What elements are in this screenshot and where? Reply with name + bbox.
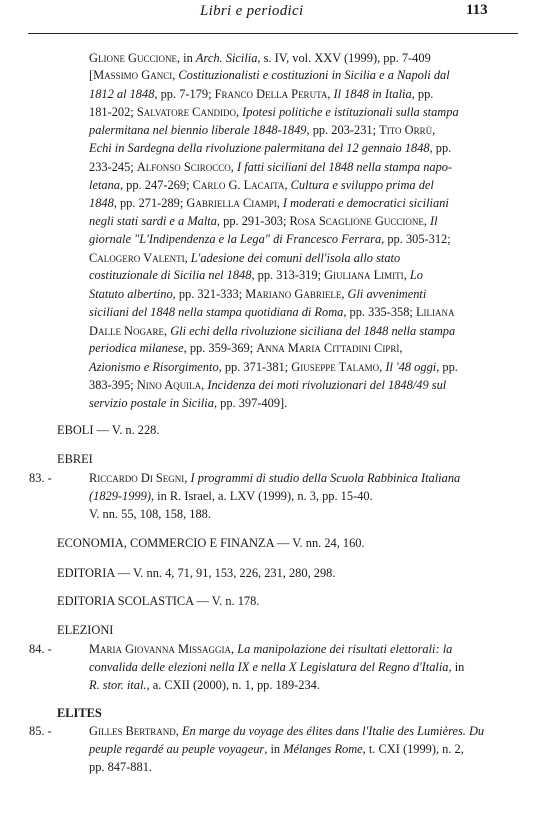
text-line: 1848, pp. 271-289; Gabriella Ciampi, I moderati e democratici siciliani: [89, 195, 449, 210]
entry-84-line-3: R. stor. ital., a. CXII (2000), n. 1, pp. 189-234.: [89, 678, 320, 693]
text-line: 1812 al 1848, pp. 7-179; Franco Della Peruta, Il 1848 in Italia, pp.: [89, 86, 434, 101]
text-line: 181-202; Salvatore Candido, Ipotesi politiche e istituzionali sulla stampa: [89, 105, 459, 120]
text-line: Azionismo e Risorgimento, pp. 371-381; Giuseppe Talamo, Il '48 oggi, pp.: [89, 359, 458, 374]
section-heading-eboli: EBOLI — V. n. 228.: [57, 423, 160, 438]
section-heading-elezioni: ELEZIONI: [57, 623, 114, 638]
text-line: [Massimo Ganci, Costituzionalisti e costituzioni in Sicilia e a Napoli dal: [89, 68, 450, 83]
entry-84-line-2: convalida delle elezioni nella IX e nella X Legislatura del Regno d'Italia, in: [89, 660, 465, 675]
text-line: Calogero Valenti, L'adesione dei comuni dell'isola allo stato: [89, 250, 401, 265]
entry-number: 83. -: [29, 471, 52, 486]
section-heading-elites: ELITES: [57, 706, 102, 721]
entry-85-line-3: pp. 847-881.: [89, 760, 152, 775]
section-heading-ebrei: EBREI: [57, 452, 93, 466]
text-line: Dalle Nogare, Gli echi della rivoluzione siciliana del 1848 nella stampa: [89, 323, 456, 338]
text-line: costituzionale di Sicilia nel 1848, pp. 313-319; Giuliana Limiti, Lo: [89, 268, 423, 283]
text-line: servizio postale in Sicilia, pp. 397-409].: [89, 395, 288, 410]
text-line: giornale "L'Indipendenza e la Lega" di Francesco Ferrara, pp. 305-312;: [89, 232, 451, 247]
text-line: Echi in Sardegna della rivoluzione palermitana del 12 gennaio 1848, pp.: [89, 141, 452, 156]
text-line: palermitana nel biennio liberale 1848-1849, pp. 203-231; Tito Orrù,: [89, 122, 436, 137]
entry-85-line-1: Gilles Bertrand, En marge du voyage des élites dans l'Italie des Lumières. Du: [89, 724, 485, 739]
text-line: 383-395; Nino Aquila, Incidenza dei moti rivoluzionari del 1848/49 sul: [89, 378, 447, 392]
page-number: 113: [466, 2, 488, 18]
text-line: Statuto albertino, pp. 321-333; Mariano Gabriele, Gli avvenimenti: [89, 286, 427, 301]
text-line: periodica milanese, pp. 359-369; Anna Maria Cittadini Ciprì,: [89, 341, 403, 356]
entry-line: Riccardo Di Segni, I programmi di studio della Scuola Rabbinica Italiana: [89, 471, 461, 486]
entry-cross-reference: V. nn. 55, 108, 158, 188.: [89, 507, 211, 522]
entry-line: Maria Giovanna Missaggia, La manipolazione dei risultati elettorali: la: [89, 642, 453, 657]
text-line: Glione Guccione, in Arch. Sicilia, s. IV, vol. XXV (1999), pp. 7-409: [89, 50, 431, 65]
header-rule: [28, 33, 518, 34]
entry-line: (1829-1999), in R. Israel, a. LXV (1999), n. 3, pp. 15-40.: [89, 488, 373, 503]
section-heading-economia: ECONOMIA, COMMERCIO E FINANZA — V. nn. 24, 160.: [57, 536, 365, 550]
running-header-title: Libri e periodici: [200, 3, 304, 19]
entry-number: 84. -: [29, 642, 52, 657]
text-line: negli stati sardi e a Malta, pp. 291-303; Rosa Scaglione Guccione, Il: [89, 214, 438, 228]
section-heading-editoria-scolastica: EDITORIA SCOLASTICA — V. n. 178.: [57, 594, 260, 609]
text-line: siciliani del 1848 nella stampa quotidiana di Roma, pp. 335-358; Liliana: [89, 305, 455, 320]
entry-85-number: 85. -: [29, 724, 52, 739]
text-line: letana, pp. 247-269; Carlo G. Lacaita, Cultura e sviluppo prima del: [89, 178, 434, 192]
section-heading-editoria: EDITORIA — V. nn. 4, 71, 91, 153, 226, 231, 280, 298.: [57, 565, 336, 580]
text-line: 233-245; Alfonso Scirocco, I fatti siciliani del 1848 nella stampa napo-: [89, 159, 453, 174]
entry-85-line-2: peuple regardé au peuple voyageur, in Mélanges Rome, t. CXI (1999), n. 2,: [89, 742, 464, 757]
